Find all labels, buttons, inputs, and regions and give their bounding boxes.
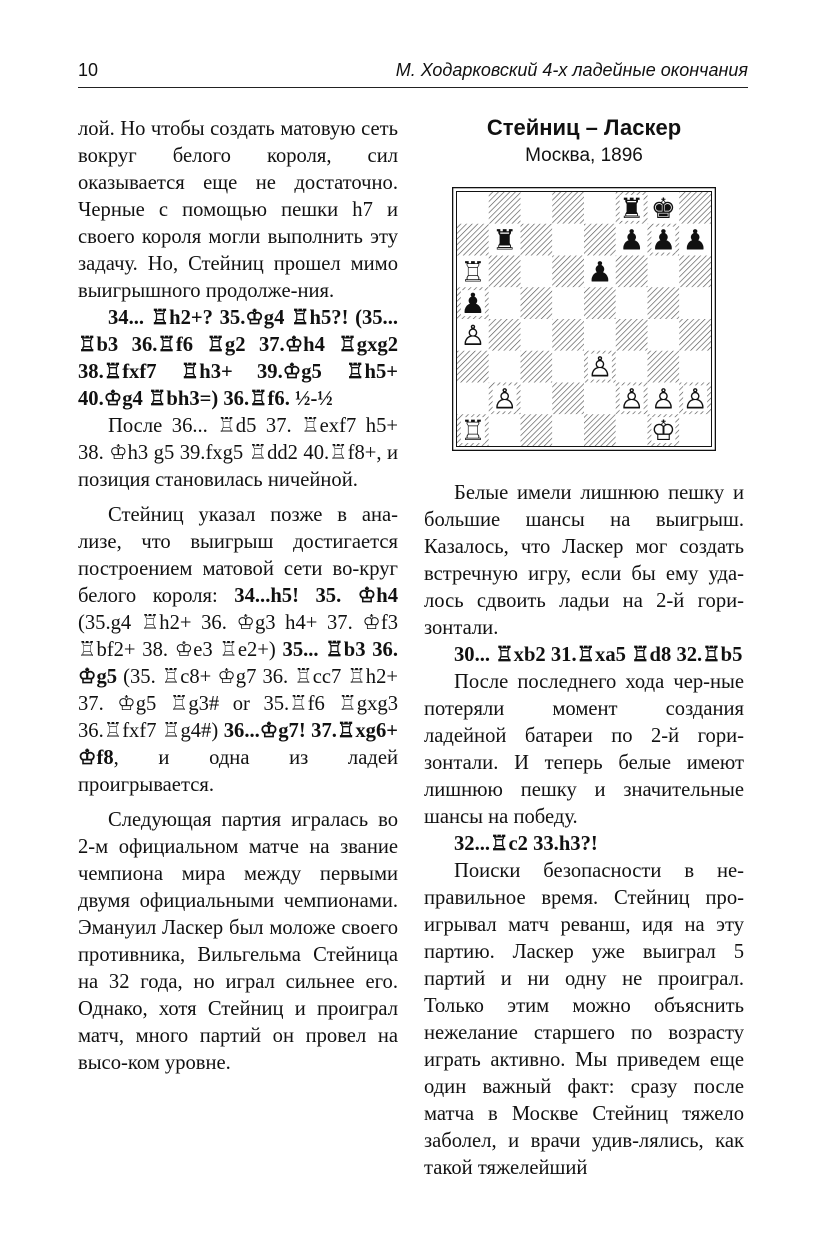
paragraph-position-assessment: Белые имели лишнюю пешку и большие шансы на выигрыш. Казалось, что Ласкер мог создать встречную игру, если бы ему уда-лось сдвоить ладьи на 2-й гори-зонтали.	[424, 482, 744, 639]
analysis-moves: 34...h5! 35. ♔h4	[234, 585, 398, 607]
board-square	[648, 287, 680, 319]
chess-piece-f8: ♜	[619, 191, 645, 225]
chess-piece-a5: ♟	[460, 287, 486, 321]
moves-line: 34... ♖h2+? 35.♔g4 ♖h5?! (35... ♖b3 36.♖f6 ♖g2 37.♔h4 ♖gxg2 38.♖fxf7 ♖h3+ 39.♔g5 ♖h5+ 40.♔g4 ♖bh3=) 36.♖f6. ½-½	[78, 307, 398, 410]
board-square	[489, 287, 521, 319]
chess-diagram	[452, 187, 716, 451]
analysis-text: Стейниц указал позже в ана-лизе, что выигрыш достигается построением матовой сети во-круг белого короля:	[78, 504, 398, 607]
chess-piece-b2: ♙	[492, 382, 518, 416]
board-square	[679, 287, 711, 319]
board-square	[584, 224, 616, 256]
board-square	[584, 414, 616, 446]
chess-piece-a4: ♙	[460, 318, 486, 352]
analysis-variation: (35. ♖c8+ ♔g7 36. ♖cc7 ♖h2+ 37. ♔g5 ♖g3# or 35.♖f6 ♖gxg3 36.♖fxf7 ♖g4#)	[78, 666, 398, 742]
chess-piece-f2: ♙	[619, 382, 645, 416]
game-place-year: Москва, 1896	[525, 145, 643, 166]
board-square	[489, 192, 521, 224]
board-square	[552, 351, 584, 383]
paragraph-continuation: лой. Но чтобы создать матовую сеть вокруг белого короля, сил оказывается еще не достаточно. Черные с помощью пешки h7 и своего короля могли выполнить эту задачу. Но, Стейниц прошел мимо выигрышного продолже-ния.	[78, 118, 398, 302]
board-square	[552, 192, 584, 224]
board-square	[679, 414, 711, 446]
chess-piece-g7: ♟	[650, 223, 676, 257]
board-square	[679, 351, 711, 383]
chess-piece-a6: ♖	[460, 255, 486, 289]
moves-line: 30... ♖xb2 31.♖xa5 ♖d8 32.♖b5	[454, 644, 743, 666]
game-heading	[424, 113, 744, 169]
chess-piece-g1: ♔	[650, 414, 676, 448]
paragraph-analysis-note: После 36... ♖d5 37. ♖exf7 h5+ 38. ♔h3 g5 39.fxg5 ♖dd2 40.♖f8+, и позиция становилась ничейной.	[78, 415, 398, 491]
chess-piece-h2: ♙	[682, 382, 708, 416]
board-square	[616, 319, 648, 351]
board-square	[489, 351, 521, 383]
page-number: 10	[78, 60, 99, 80]
board-square	[648, 319, 680, 351]
header-rule	[78, 87, 748, 88]
board-square	[616, 287, 648, 319]
chess-piece-h7: ♟	[682, 223, 708, 257]
board-square	[521, 414, 553, 446]
analysis-variation: (35.g4 ♖h2+ 36. ♔g3 h4+ 37. ♔f3 ♖bf2+ 38. ♔e3 ♖e2+)	[78, 612, 398, 661]
board-square	[457, 192, 489, 224]
board-square	[616, 414, 648, 446]
board-square	[457, 383, 489, 415]
board-square	[552, 383, 584, 415]
board-square	[521, 351, 553, 383]
analysis-moves: 35... ♖b3 36. ♔g5	[78, 639, 398, 688]
running-title: М. Ходарковский 4-х ладейные окончания	[395, 60, 748, 80]
board-square	[521, 224, 553, 256]
board-square	[521, 319, 553, 351]
board-square	[521, 287, 553, 319]
paragraph-match-context: Следующая партия игралась во 2-м официальном матче на звание чемпиона мира между первыми двумя официальными чемпионами. Эмануил Ласкер был моложе своего противника, Вильгельма Стейница на 32 года, но играл сильнее его. Однако, хотя Стейниц и проиграл матч, много партий он провел на высо-ком уровне.	[78, 809, 398, 1074]
right-column	[424, 480, 744, 1182]
chess-piece-f7: ♟	[619, 223, 645, 257]
paragraph-commentary: Поиски безопасности в не-правильное время. Стейниц про-игрывал матч реванш, идя на эту партию. Ласкер уже выиграл 5 партий и ни одну не проиграл. Только этим можно объяснить нежелание старшего по возрасту играть активно. Мы приведем еще один важный факт: сразу после матча в Москве Стейниц тяжело заболел, и врачи удив-лялись, как такой тяжелейший	[424, 860, 744, 1179]
board-square	[489, 414, 521, 446]
board-square	[552, 256, 584, 288]
moves-line: 32...♖c2 33.h3?!	[454, 833, 598, 855]
board-square	[584, 287, 616, 319]
board-square	[552, 414, 584, 446]
board-square	[679, 192, 711, 224]
board-square	[552, 287, 584, 319]
board-square	[457, 224, 489, 256]
chess-piece-b7: ♜	[492, 223, 518, 257]
analysis-moves: 36...♔g7! 37.♖xg6+ ♔f8	[78, 720, 398, 769]
game-title: Стейниц – Ласкер	[486, 115, 682, 140]
left-column	[78, 116, 398, 1077]
analysis-text: , и одна из ладей проигрывается.	[78, 747, 398, 796]
board-square	[616, 256, 648, 288]
board-square	[489, 319, 521, 351]
paragraph-commentary: После последнего хода чер-ные потеряли момент создания ладейной батареи по 2-й гори-зонтали. И теперь белые имеют лишнюю пешку и значительные шансы на победу.	[424, 671, 744, 828]
board-square	[648, 351, 680, 383]
board-square	[584, 192, 616, 224]
board-square	[679, 256, 711, 288]
board-square	[457, 351, 489, 383]
paragraph-steinitz-analysis	[78, 502, 398, 799]
chess-piece-g8: ♚	[650, 191, 676, 225]
board-square	[679, 319, 711, 351]
board-square	[489, 256, 521, 288]
board-square	[584, 319, 616, 351]
board-square	[521, 256, 553, 288]
board-square	[552, 319, 584, 351]
chess-piece-e6: ♟	[587, 255, 613, 289]
board-square	[521, 192, 553, 224]
chess-piece-g2: ♙	[650, 382, 676, 416]
chess-piece-e3: ♙	[587, 350, 613, 384]
chess-piece-a1: ♖	[460, 414, 486, 448]
page-header	[78, 60, 748, 82]
board-square	[648, 256, 680, 288]
board-square	[552, 224, 584, 256]
board-square	[521, 383, 553, 415]
board-square	[616, 351, 648, 383]
board-square	[584, 383, 616, 415]
